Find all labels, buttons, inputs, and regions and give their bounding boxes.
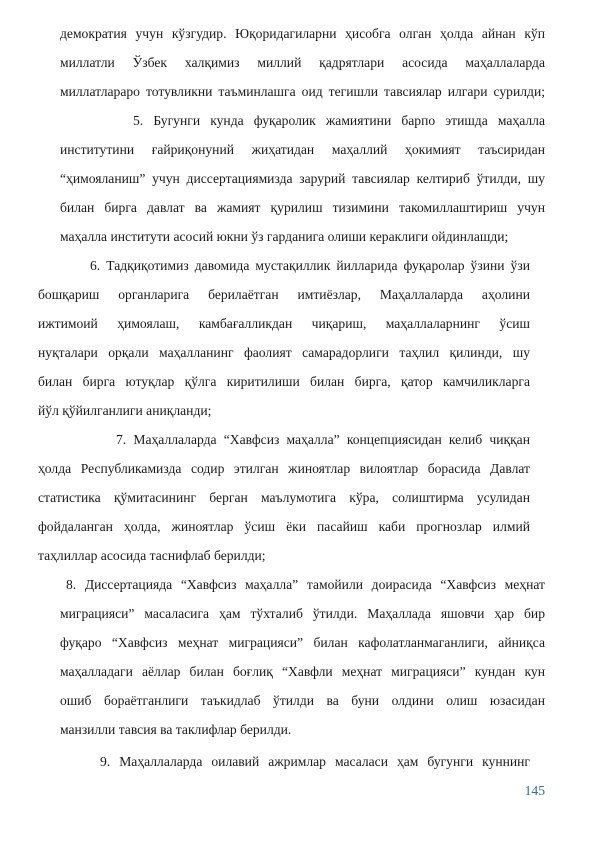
text-line: билан бирга давлат ва жамият қурилиш тизимини такомиллаштириш учун <box>60 200 545 215</box>
text-line: фуқаро “Хавфсиз меҳнат миграцияси” билан кафолатланмаганлиги, айниқса <box>60 635 545 650</box>
text-line: нуқталари орқали маҳалланинг фаолият самарадорлиги таҳлил қилинди, шу <box>38 345 530 360</box>
text-line: маҳалла институти асосий юкни ўз гарданига олиши кераклиги ойдинлашди; <box>60 229 509 244</box>
text-line: фойдаланган ҳолда, жиноятлар ўсиш ёки пасайиш каби прогнозлар илмий <box>38 519 530 534</box>
text-line: ошиб бораётганлиги таъкидлаб ўтилди ва буни олдини олиш юзасидан <box>60 693 545 708</box>
text-line: статистика қўмитасининг берган маълумотига кўра, солиштирма усулидан <box>38 490 530 505</box>
page-number: 145 <box>524 783 545 798</box>
text-line: демократия учун кўзгудир. Юқоридагиларни ҳисобга олган ҳолда айнан кўп <box>60 26 545 41</box>
text-line: 6. Тадқиқотимиз давомида мустақиллик йилларида фуқаролар ўзини ўзи <box>90 258 530 273</box>
text-line: 7. Маҳаллаларда “Хавфсиз маҳалла” концепциясидан келиб чиққан <box>116 432 530 447</box>
text-line: ҳолда Республикамизда содир этилган жиноятлар вилоятлар борасида Давлат <box>38 461 530 476</box>
text-line: миграцияси” масаласига ҳам тўхталиб ўтилди. Маҳаллада яшовчи ҳар бир <box>60 606 545 621</box>
text-line: миллатли Ўзбек халқимиз миллий қадрятлари асосида маҳаллаларда <box>60 55 545 70</box>
text-line: ижтимоий ҳимоялаш, камбағалликдан чиқариш, маҳаллаларнинг ўсиш <box>38 316 530 331</box>
text-line: таҳлиллар асосида таснифлаб берилди; <box>38 548 266 563</box>
text-line: маҳалладаги аёллар билан боғлиқ “Хавфли меҳнат миграцияси” кундан кун <box>60 664 545 679</box>
text-line: 9. Маҳаллаларда оилавий ажримлар масаласи ҳам бугунги куннинг <box>100 754 530 769</box>
text-line: “ҳимояланиш” учун диссертациямизда зарурий тавсиялар келтириб ўтилди, шу <box>60 171 545 186</box>
text-line: 8. Диссертацияда “Хавфсиз маҳалла” тамойили доирасида “Хавфсиз меҳнат <box>66 577 545 592</box>
text-line: институтини ғайриқонуний жиҳатидан маҳаллий ҳокимият таъсиридан <box>60 142 545 157</box>
text-line: 5. Бугунги кунда фуқаролик жамиятини барпо этишда маҳалла <box>133 113 545 128</box>
text-line: манзилли тавсия ва таклифлар берилди. <box>60 722 292 737</box>
text-line: бошқариш органларига берилаётган имтиёзлар, Маҳаллаларда аҳолини <box>38 287 530 302</box>
text-line: билан бирга ютуқлар қўлга киритилиши билан бирга, қатор камчиликларга <box>38 374 530 389</box>
text-line: миллатлараро тотувликни таъминлашга оид тегишли тавсиялар илгари сурилди; <box>60 84 545 99</box>
text-line: йўл қўйилганлиги аниқланди; <box>38 403 212 418</box>
